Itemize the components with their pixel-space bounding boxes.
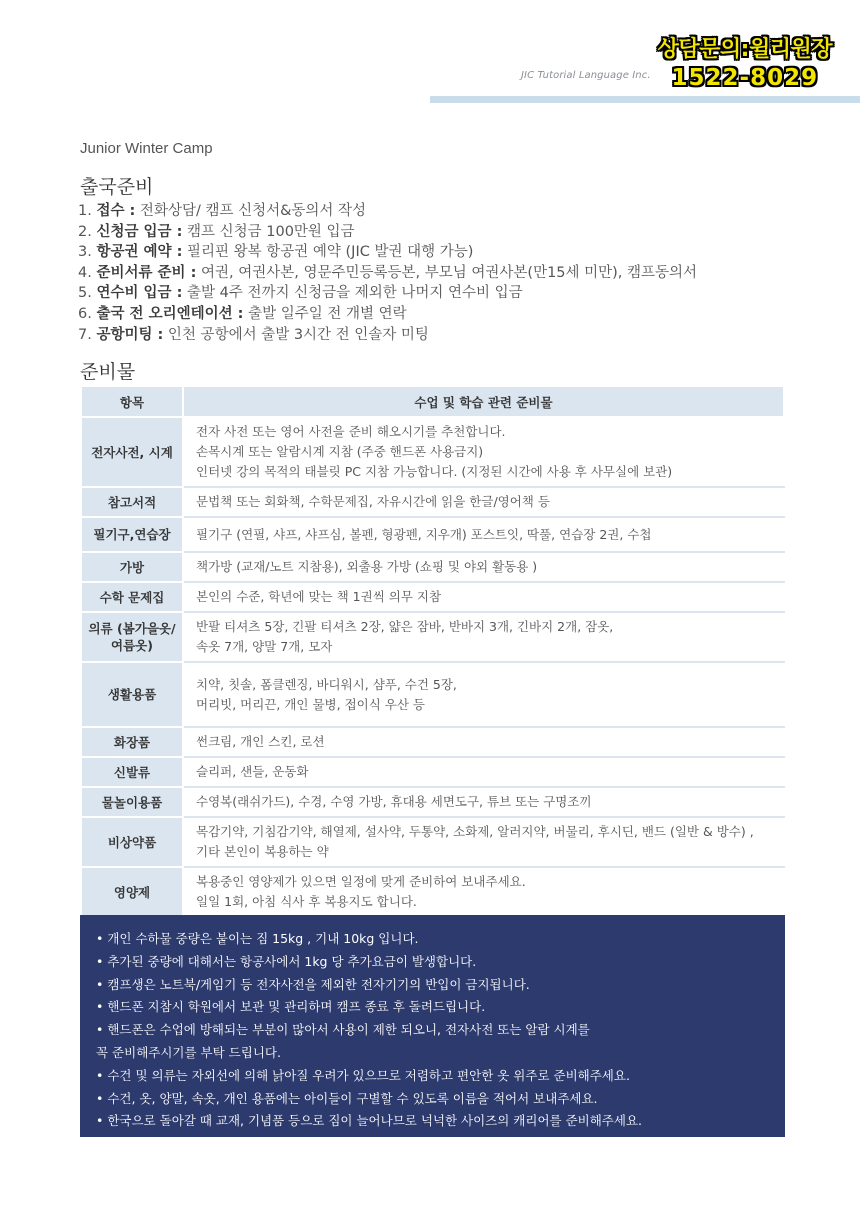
prep-step (78, 201, 697, 222)
notice-box (80, 915, 785, 1137)
notice-item: 꼭 준비해주시기를 부탁 드립니다. (96, 1044, 281, 1060)
item-category: 전자사전, 시계 (81, 417, 183, 487)
item-description-line: 손목시계 또는 알람시계 지참 (주중 핸드폰 사용금지) (196, 444, 484, 459)
item-description-line: 전자 사전 또는 영어 사전을 준비 해오시기를 추천합니다. (196, 424, 506, 439)
item-description (183, 517, 784, 552)
notice-item: • 개인 수하물 중량은 붙이는 짐 15kg , 기내 10kg 입니다. (96, 931, 419, 946)
prep-step (78, 304, 697, 325)
item-category: 비상약품 (81, 817, 183, 867)
table-row (81, 787, 784, 817)
table-row (81, 582, 784, 612)
prep-step (78, 242, 697, 263)
step-number: 2. (78, 223, 97, 240)
items-section-title: 준비물 (80, 361, 136, 383)
item-description-line: 머리빗, 머리끈, 개인 물병, 접이식 우산 등 (196, 696, 425, 712)
prep-steps-list (78, 201, 697, 345)
contact-label: 상담문의:윌리원장 (657, 37, 832, 62)
item-description-line: 필기구 (연필, 샤프, 샤프심, 볼펜, 형광펜, 지우개) 포스트잇, 딱풀, 연습장 2권, 수첩 (196, 526, 652, 542)
item-description (183, 727, 784, 757)
item-description-line: 본인의 수준, 학년에 맞는 책 1권씩 의무 지참 (196, 589, 442, 604)
table-row (81, 552, 784, 582)
item-description-line: 슬리퍼, 샌들, 운동화 (196, 764, 309, 779)
item-description (183, 487, 784, 517)
prep-step (78, 283, 697, 304)
item-category: 생활용품 (81, 662, 183, 727)
contact-phone: 1522-8029 (671, 65, 819, 91)
header-accent-bar (430, 96, 860, 103)
table-row (81, 727, 784, 757)
step-text: 인천 공항에서 출발 3시간 전 인솔자 미팅 (163, 326, 429, 343)
table-row (81, 817, 784, 867)
item-description-line: 수영복(래쉬가드), 수경, 수영 가방, 휴대용 세면도구, 튜브 또는 구명조끼 (196, 794, 592, 809)
item-category: 신발류 (81, 757, 183, 787)
item-description (183, 787, 784, 817)
brand-name: JIC Tutorial Language Inc. (521, 70, 651, 81)
table-row (81, 517, 784, 552)
header-category: 항목 (81, 386, 183, 417)
item-category: 참고서적 (81, 487, 183, 517)
item-category: 의류 (봄가을옷/ 여름옷) (81, 612, 183, 662)
notice-item: • 수건 및 의류는 자외선에 의해 낡아질 우려가 있으므로 저렴하고 편안한 옷 위주로 준비해주세요. (96, 1067, 630, 1083)
table-row (81, 612, 784, 662)
step-label: 신청금 입금 : (96, 223, 183, 240)
notice-list (96, 928, 785, 1133)
table-row (81, 662, 784, 727)
item-description-line: 썬크림, 개인 스킨, 로션 (196, 734, 325, 749)
step-number: 4. (78, 264, 97, 281)
table-row (81, 417, 784, 487)
step-label: 항공권 예약 : (96, 244, 183, 261)
item-description (183, 662, 784, 727)
table-header-row (81, 386, 784, 417)
step-number: 6. (78, 305, 97, 322)
item-description-line: 일일 1회, 아침 식사 후 복용지도 합니다. (196, 894, 417, 909)
item-description (183, 612, 784, 662)
prep-step (78, 222, 697, 243)
item-description-line: 복용중인 영양제가 있으면 일정에 맞게 준비하여 보내주세요. (196, 874, 526, 889)
item-description-line: 인터넷 강의 목적의 태블릿 PC 지참 가능합니다. (지정된 시간에 사용 후 사무실에 보관) (196, 464, 673, 479)
notice-item: • 캠프생은 노트북/게임기 등 전자사전을 제외한 전자기기의 반입이 금지됩니다. (96, 976, 530, 992)
item-description (183, 552, 784, 582)
step-label: 연수비 입금 : (96, 285, 183, 302)
prep-section-title: 출국준비 (80, 176, 154, 198)
step-number: 1. (78, 203, 97, 219)
step-text: 여권, 여권사본, 영문주민등록등본, 부모님 여권사본(만15세 미만), 캠프동의서 (196, 264, 698, 281)
step-label: 준비서류 준비 : (96, 264, 197, 281)
step-text: 출발 4주 전까지 신청금을 제외한 나머지 연수비 입금 (182, 285, 523, 302)
item-description-line: 목감기약, 기침감기약, 해열제, 설사약, 두통약, 소화제, 알러지약, 버물리, 후시딘, 밴드 (일반 & 방수) , (196, 824, 754, 839)
notice-item: • 핸드폰 지참시 학원에서 보관 및 관리하며 캠프 종료 후 돌려드립니다. (96, 999, 486, 1015)
item-description (183, 582, 784, 612)
item-description (183, 757, 784, 787)
item-description-line: 문법책 또는 회화책, 수학문제집, 자유시간에 읽을 한글/영어책 등 (196, 494, 550, 509)
step-number: 7. (78, 326, 97, 343)
item-description-line: 반팔 티셔츠 5장, 긴팔 티셔츠 2장, 얇은 잠바, 반바지 3개, 긴바지 2개, 잠옷, (196, 619, 614, 634)
item-description (183, 817, 784, 867)
notice-item: • 추가된 중량에 대해서는 항공사에서 1kg 당 추가요금이 발생합니다. (96, 953, 477, 969)
step-text: 필리핀 왕복 항공권 예약 (JIC 발권 대행 가능) (182, 244, 474, 261)
prep-step (78, 325, 697, 346)
item-description-line: 기타 본인이 복용하는 약 (196, 844, 329, 859)
item-category: 물놀이용품 (81, 787, 183, 817)
header-description: 수업 및 학습 관련 준비물 (183, 386, 784, 417)
step-number: 3. (78, 244, 97, 261)
item-description-line: 속옷 7개, 양말 7개, 모자 (196, 639, 333, 654)
camp-title: Junior Winter Camp (80, 140, 213, 157)
table-row (81, 757, 784, 787)
item-category: 화장품 (81, 727, 183, 757)
notice-item: • 수건, 옷, 양말, 속옷, 개인 용품에는 아이들이 구별할 수 있도록 이름을 적어서 보내주세요. (96, 1090, 598, 1106)
item-description-line: 책가방 (교재/노트 지참용), 외출용 가방 (쇼핑 및 야외 활동용 ) (196, 559, 538, 574)
contact-badge (658, 36, 832, 92)
item-category: 필기구,연습장 (81, 517, 183, 552)
step-number: 5. (78, 285, 97, 302)
item-description (183, 417, 784, 487)
step-text: 출발 일주일 전 개별 연락 (243, 305, 407, 322)
item-description (183, 867, 784, 917)
item-category: 가방 (81, 552, 183, 582)
item-category: 영양제 (81, 867, 183, 917)
item-category: 수학 문제집 (81, 582, 183, 612)
prep-step (78, 263, 697, 284)
step-text: 전화상담/ 캠프 신청서&동의서 작성 (135, 203, 367, 219)
items-table (80, 385, 785, 918)
table-row (81, 487, 784, 517)
item-description-line: 치약, 칫솔, 폼클렌징, 바디워시, 샴푸, 수건 5장, (196, 676, 457, 692)
notice-item: • 한국으로 돌아갈 때 교재, 기념품 등으로 짐이 늘어나므로 넉넉한 사이즈의 캐리어를 준비해주세요. (96, 1113, 643, 1129)
step-label: 접수 : (96, 203, 136, 219)
table-row (81, 867, 784, 917)
step-label: 공항미팅 : (96, 326, 164, 343)
step-label: 출국 전 오리엔테이션 : (96, 305, 244, 322)
step-text: 캠프 신청금 100만원 입금 (182, 223, 355, 240)
notice-item: • 핸드폰은 수업에 방해되는 부분이 많아서 사용이 제한 되오니, 전자사전 또는 알람 시계를 (96, 1022, 590, 1038)
